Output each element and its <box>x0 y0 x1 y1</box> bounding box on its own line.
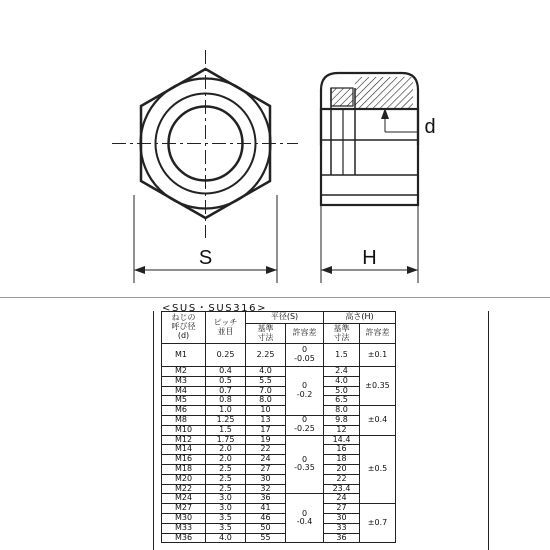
s-value-cell: 24 <box>246 455 286 465</box>
pitch-cell: 2.0 <box>206 445 246 455</box>
s-value-cell: 30 <box>246 474 286 484</box>
pitch-cell: 3.5 <box>206 513 246 523</box>
h-value-cell: 16 <box>324 445 360 455</box>
s-value-cell: 27 <box>246 464 286 474</box>
pitch-cell: 1.75 <box>206 435 246 445</box>
h-value-cell: 33 <box>324 523 360 533</box>
insert-ring-hatch <box>331 88 353 106</box>
size-cell: M36 <box>162 533 206 543</box>
pitch-cell: 2.5 <box>206 464 246 474</box>
size-cell: M8 <box>162 415 206 425</box>
s-tolerance-header: 許容差 <box>286 324 324 344</box>
size-cell: M2 <box>162 367 206 377</box>
section-divider <box>0 297 550 298</box>
h-value-cell: 18 <box>324 455 360 465</box>
pitch-cell: 3.0 <box>206 494 246 504</box>
table-row <box>162 367 396 377</box>
pitch-cell: 0.25 <box>206 344 246 367</box>
s-arrow-right <box>266 266 277 274</box>
h-tolerance-cell: ±0.4 <box>360 406 396 435</box>
d-dimension-label: d <box>424 116 436 138</box>
pitch-cell: 2.0 <box>206 455 246 465</box>
size-cell: M18 <box>162 464 206 474</box>
pitch-cell: 3.5 <box>206 523 246 533</box>
pitch-cell: 2.5 <box>206 474 246 484</box>
s-tolerance-cell: 0 -0.05 <box>286 344 324 367</box>
size-cell: M12 <box>162 435 206 445</box>
pitch-cell: 2.5 <box>206 484 246 494</box>
s-value-cell: 8.0 <box>246 396 286 406</box>
h-tolerance-header: 許容差 <box>360 324 396 344</box>
s-value-cell: 10 <box>246 406 286 416</box>
s-value-cell: 19 <box>246 435 286 445</box>
h-arrow-right <box>407 266 418 274</box>
pitch-cell: 1.0 <box>206 406 246 416</box>
s-value-cell: 4.0 <box>246 367 286 377</box>
size-cell: M22 <box>162 484 206 494</box>
h-value-cell: 20 <box>324 464 360 474</box>
s-value-cell: 22 <box>246 445 286 455</box>
s-value-cell: 32 <box>246 484 286 494</box>
h-dimension-label: H <box>362 247 377 269</box>
pitch-cell: 0.7 <box>206 386 246 396</box>
s-value-cell: 7.0 <box>246 386 286 396</box>
table-row <box>162 435 396 445</box>
h-arrow-left <box>321 266 332 274</box>
cap-section-hatch <box>355 77 413 109</box>
h-tolerance-cell: ±0.7 <box>360 504 396 543</box>
size-cell: M30 <box>162 513 206 523</box>
s-tolerance-cell: 0 -0.25 <box>286 415 324 435</box>
h-value-cell: 5.0 <box>324 386 360 396</box>
height-group-header: 高さ(H) <box>324 312 396 324</box>
pitch-cell: 1.5 <box>206 425 246 435</box>
pitch-cell: 4.0 <box>206 533 246 543</box>
s-tolerance-cell: 0 -0.2 <box>286 367 324 416</box>
size-cell: M10 <box>162 425 206 435</box>
h-value-cell: 23.4 <box>324 484 360 494</box>
s-value-cell: 41 <box>246 504 286 514</box>
s-tolerance-cell: 0 -0.35 <box>286 435 324 494</box>
h-value-cell: 1.5 <box>324 344 360 367</box>
s-value-cell: 13 <box>246 415 286 425</box>
dimension-table <box>161 311 396 543</box>
s-value-cell: 55 <box>246 533 286 543</box>
size-cell: M3 <box>162 376 206 386</box>
size-header: ねじの 呼び径 (d) <box>162 312 206 344</box>
h-value-cell: 30 <box>324 513 360 523</box>
h-value-cell: 6.5 <box>324 396 360 406</box>
s-value-cell: 2.25 <box>246 344 286 367</box>
size-cell: M6 <box>162 406 206 416</box>
s-value-cell: 36 <box>246 494 286 504</box>
h-value-cell: 4.0 <box>324 376 360 386</box>
pitch-cell: 3.0 <box>206 504 246 514</box>
h-value-cell: 36 <box>324 533 360 543</box>
size-cell: M16 <box>162 455 206 465</box>
size-cell: M24 <box>162 494 206 504</box>
size-cell: M33 <box>162 523 206 533</box>
table-title: <SUS・SUS316> <box>162 303 268 314</box>
table-row <box>162 504 396 514</box>
pitch-cell: 0.8 <box>206 396 246 406</box>
h-tolerance-cell: ±0.35 <box>360 367 396 406</box>
size-cell: M14 <box>162 445 206 455</box>
h-tolerance-cell: ±0.5 <box>360 435 396 504</box>
s-tolerance-cell: 0 -0.4 <box>286 494 324 543</box>
pitch-cell: 1.25 <box>206 415 246 425</box>
h-value-cell: 9.8 <box>324 415 360 425</box>
s-dimension-label: S <box>198 247 213 269</box>
h-value-cell: 27 <box>324 504 360 514</box>
s-value-cell: 46 <box>246 513 286 523</box>
left-border <box>153 311 154 550</box>
size-cell: M1 <box>162 344 206 367</box>
size-cell: M4 <box>162 386 206 396</box>
table-row <box>162 406 396 416</box>
h-value-cell: 24 <box>324 494 360 504</box>
pitch-cell: 0.4 <box>206 367 246 377</box>
s-value-cell: 17 <box>246 425 286 435</box>
s-value-cell: 50 <box>246 523 286 533</box>
hex-body-outline <box>321 109 418 205</box>
s-value-cell: 5.5 <box>246 376 286 386</box>
h-value-cell: 12 <box>324 425 360 435</box>
h-value-cell: 8.0 <box>324 406 360 416</box>
width-group-header: 平径(S) <box>246 312 324 324</box>
h-tolerance-cell: ±0.1 <box>360 344 396 367</box>
pitch-cell: 0.5 <box>206 376 246 386</box>
pitch-header: ピッチ 並目 <box>206 312 246 344</box>
h-standard-header: 基準 寸法 <box>324 324 360 344</box>
size-cell: M20 <box>162 474 206 484</box>
s-arrow-left <box>134 266 145 274</box>
h-value-cell: 22 <box>324 474 360 484</box>
s-standard-header: 基準 寸法 <box>246 324 286 344</box>
h-value-cell: 14.4 <box>324 435 360 445</box>
right-border <box>488 311 489 550</box>
size-cell: M27 <box>162 504 206 514</box>
table-row <box>162 344 396 367</box>
size-cell: M5 <box>162 396 206 406</box>
h-value-cell: 2.4 <box>324 367 360 377</box>
